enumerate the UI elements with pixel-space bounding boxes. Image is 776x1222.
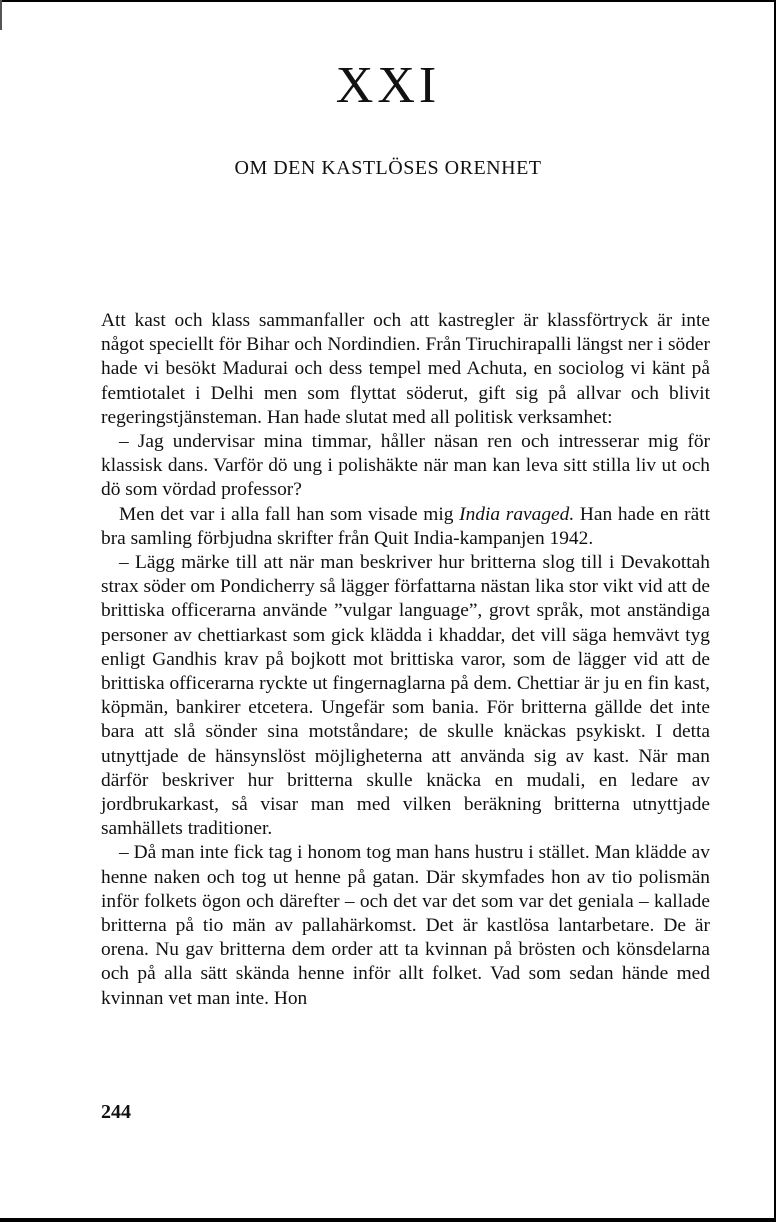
paragraph: – Jag undervisar mina timmar, håller näsan ren och intresserar mig för klassisk dans. Varför dö ung i polishäkte när man kan leva sitt stilla liv ut och dö som vördad professor?: [101, 431, 710, 501]
paragraph-text: Han hade en rätt bra samling förbjudna skrifter från Quit India-kampanjen 1942.: [101, 503, 710, 549]
paragraph: – Då man inte fick tag i honom tog man hans hustru i stället. Man klädde av henne naken och tog ut henne på gatan. Där skymfades hon av tio polismän inför folkets ögon och därefter – och det var det som var det geniala – kallade britterna på tio män av pallahärkomst. Det är kastlösa lantarbetare. De är orena. Nu gav britterna dem order att ta kvinnan på brösten och könsdelarna och på alla sätt skända henne inför allt folket. Vad som sedan hände med kvinnan vet man inte. Hon: [101, 842, 710, 1009]
scan-border-top: [2, 0, 776, 2]
paragraph: [101, 503, 710, 551]
book-title: India ravaged.: [459, 503, 575, 525]
page-number: 244: [101, 1101, 131, 1123]
scan-border-bottom: [0, 1218, 776, 1222]
paragraph-text: Men det var i alla fall han som visade mig: [119, 503, 460, 525]
scan-border-left: [0, 0, 2, 30]
chapter-number: XXI: [335, 57, 441, 114]
paragraph: Att kast och klass sammanfaller och att kastregler är klassförtryck är inte något speciellt för Bihar och Nordindien. Från Tiruchirapalli längst ner i söder hade vi besökt Madurai och dess tempel med Achuta, en sociolog vi känt på femtiotalet i Delhi men som flyttat söderut, gift sig på allvar och blivit regeringstjänsteman. Han hade slutat med all politisk verksamhet:: [101, 310, 710, 428]
body-text: [101, 309, 710, 1011]
chapter-title: OM DEN KASTLÖSES ORENHET: [234, 157, 542, 179]
paragraph: – Lägg märke till att när man beskriver hur britterna slog till i Devakottah strax söder om Pondicherry så lägger författarna nästan lika stor vikt vid att de brittiska officerarna använde ”vulgar language”, grovt språk, mot anständiga personer av chettiarkast som gick klädda i khaddar, det vill säga hemvävt tyg enligt Gandhis krav på bojkott mot brittiska varor, som de lägger vid att de brittiska officerarna ryckte ut fingernaglarna på dem. Chettiar är ju en fin kast, köpmän, bankirer etcetera. Ungefär som bania. För britterna gällde det inte bara att slå sönder sina motståndare; de skulle knäckas psykiskt. I detta utnyttjade de hänsynslöst möjligheterna att använda sig av kast. När man därför beskriver hur britterna skulle knäcka en mudali, en ledare av jordbrukarkast, så visar man med vilken beräkning britterna utnyttjade samhällets traditioner.: [101, 552, 711, 840]
